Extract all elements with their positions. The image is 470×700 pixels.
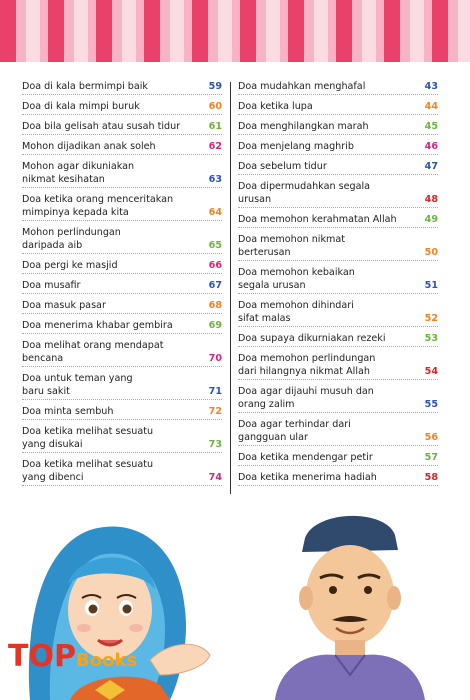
toc-entry-title: Doa memohon kerahmatan Allah [238,214,397,225]
toc-entry-page: 47 [424,161,438,172]
svg-text:Books: Books [76,650,138,671]
toc-entry [238,160,438,175]
toc-entry-page: 46 [424,141,438,152]
toc-entry-page: 56 [424,432,438,443]
toc-entry-page: 62 [208,141,222,152]
toc-left-column [22,80,222,491]
toc-entry [22,299,222,314]
stripe [192,0,208,62]
toc-entry [22,100,222,115]
stripe [448,0,458,62]
toc-entry [22,458,222,486]
toc-entry-page: 72 [208,406,222,417]
toc-entry-page: 66 [208,260,222,271]
toc-entry-title: Mohon perlindungan daripada aib [22,227,121,251]
toc-entry [22,160,222,188]
stripe [266,0,280,62]
toc-entry [22,120,222,135]
toc-entry-title: Doa menerima khabar gembira [22,320,173,331]
toc-entry-page: 55 [424,399,438,410]
toc-entry [238,80,438,95]
stripe [400,0,410,62]
toc-entry-title: Doa masuk pasar [22,300,106,311]
toc-entry-title: Doa ketika melihat sesuatu yang dibenci [22,459,154,483]
toc-entry-title: Doa menjelang maghrib [238,141,354,152]
toc-entry-title: Doa menghilangkan marah [238,121,369,132]
toc-entry-title: Doa ketika orang menceritakan mimpinya kepada kita [22,194,174,218]
toc-entry [238,471,438,486]
toc-entry-title: Mohon agar dikuniakan nikmat kesihatan [22,161,135,185]
toc-entry-page: 61 [208,121,222,132]
toc-entry-title: Doa ketika mendengar petir [238,452,373,463]
toc-entry-page: 58 [424,472,438,483]
stripe [232,0,240,62]
stripe [170,0,184,62]
toc-entry-page: 49 [424,214,438,225]
toc-entry-title: Doa pergi ke masjid [22,260,118,271]
toc-entry-title: Mohon dijadikan anak soleh [22,141,156,152]
toc-entry [238,213,438,228]
toc-entry-title: Doa minta sembuh [22,406,114,417]
stripe [48,0,64,62]
stripe [40,0,48,62]
toc-entry-page: 69 [208,320,222,331]
stripe [96,0,112,62]
toc-entry-page: 71 [208,386,222,397]
stripe [362,0,376,62]
toc-entry [238,451,438,466]
boy-character [275,516,425,700]
stripe [88,0,96,62]
toc-entry [22,425,222,453]
toc-entry-page: 70 [208,353,222,364]
toc-entry-page: 59 [208,81,222,92]
toc-entry-title: Doa dipermudahkan segala urusan [238,181,370,205]
toc-entry [238,100,438,115]
toc-entry-title: Doa di kala mimpi buruk [22,101,140,112]
toc-entry-page: 50 [424,247,438,258]
stripe [328,0,336,62]
stripe [304,0,314,62]
toc-entry-page: 74 [208,472,222,483]
toc-entry-page: 67 [208,280,222,291]
stripe [410,0,424,62]
toc-entry-title: Doa supaya dikurniakan rezeki [238,333,386,344]
toc-entry-page: 44 [424,101,438,112]
toc-entry [22,226,222,254]
toc-entry-title: Doa memohon kebaikan segala urusan [238,267,355,291]
stripe [288,0,304,62]
stripe [314,0,328,62]
toc-entry-page: 64 [208,207,222,218]
svg-text:TOP: TOP [8,639,76,674]
toc-entry-title: Doa ketika melihat sesuatu yang disukai [22,426,154,450]
stripe [256,0,266,62]
toc-entry-page: 53 [424,333,438,344]
toc-entry-page: 57 [424,452,438,463]
stripe [74,0,88,62]
toc-entry [22,372,222,400]
toc-entry-title: Doa memohon perlindungan dari hilangnya nikmat Allah [238,353,376,377]
stripe [432,0,448,62]
toc-entry-title: Doa agar terhindar dari gangguan ular [238,419,351,443]
stripe [16,0,26,62]
toc-entry-title: Doa di kala bermimpi baik [22,81,148,92]
stripe [144,0,160,62]
stripe [112,0,122,62]
toc-entry-title: Doa ketika menerima hadiah [238,472,377,483]
toc-entry [238,385,438,413]
toc-entry-page: 68 [208,300,222,311]
toc-entry-title: Doa melihat orang mendapat bencana [22,340,164,364]
column-divider [230,82,231,494]
toc-entry-title: Doa sebelum tidur [238,161,327,172]
toc-entry [238,180,438,208]
toc-entry [238,140,438,155]
toc-entry [238,120,438,135]
toc-entry-page: 43 [424,81,438,92]
stripe [424,0,432,62]
toc-entry-page: 73 [208,439,222,450]
toc-entry [238,332,438,347]
toc-entry [22,140,222,155]
stripe [208,0,218,62]
toc-entry-title: Doa ketika lupa [238,101,313,112]
stripe [376,0,384,62]
stripe [160,0,170,62]
toc-entry [22,405,222,420]
toc-entry [238,266,438,294]
toc-entry-page: 52 [424,313,438,324]
stripe [184,0,192,62]
toc-entry [22,339,222,367]
toc-entry-page: 63 [208,174,222,185]
decorative-stripe-band [0,0,470,62]
stripe [384,0,400,62]
toc-entry [22,259,222,274]
stripe [280,0,288,62]
stripe [26,0,40,62]
stripe [336,0,352,62]
toc-entry [238,418,438,446]
toc-entry [22,319,222,334]
toc-entry-title: Doa musafir [22,280,81,291]
toc-right-column [238,80,438,491]
stripe [352,0,362,62]
toc-entry [238,233,438,261]
toc-entry-title: Doa agar dijauhi musuh dan orang zalim [238,386,374,410]
toc-entry [238,299,438,327]
toc-entry-page: 45 [424,121,438,132]
toc-entry-title: Doa mudahkan menghafal [238,81,366,92]
stripe [64,0,74,62]
toc-entry-title: Doa memohon dihindari sifat malas [238,300,354,324]
toc-entry-page: 51 [424,280,438,291]
toc-entry-title: Doa untuk teman yang baru sakit [22,373,133,397]
stripe [240,0,256,62]
toc-entry [22,279,222,294]
toc-entry-title: Doa memohon nikmat berterusan [238,234,346,258]
stripe [0,0,16,62]
toc-entry [22,80,222,95]
stripe [122,0,136,62]
toc-entry [238,352,438,380]
topbooks-logo [6,636,146,696]
toc-entry-page: 65 [208,240,222,251]
stripe [218,0,232,62]
stripe [458,0,470,62]
toc-entry [22,193,222,221]
toc-entry-title: Doa bila gelisah atau susah tidur [22,121,181,132]
stripe [136,0,144,62]
toc-entry-page: 48 [424,194,438,205]
toc-entry-page: 54 [424,366,438,377]
toc-entry-page: 60 [208,101,222,112]
